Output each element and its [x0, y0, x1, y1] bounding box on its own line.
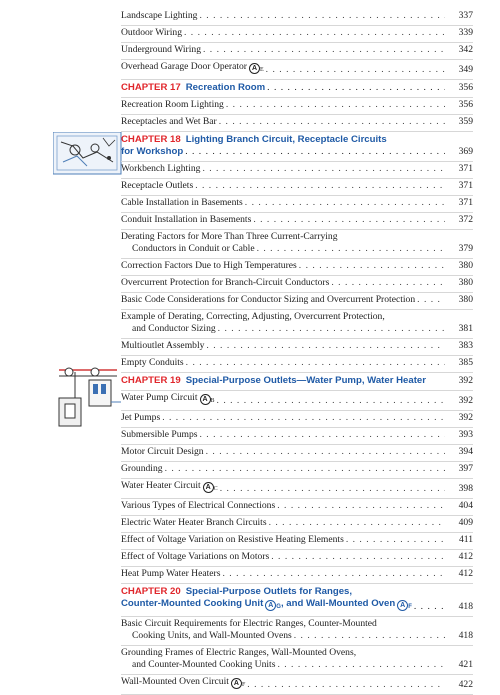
toc-entry-text: Jet Pumps: [121, 412, 161, 423]
toc-entry-text-group: [121, 480, 218, 495]
dot-leader: [203, 44, 445, 56]
circled-icon-group: [198, 392, 215, 403]
icon-subscript: B: [210, 398, 215, 404]
chapter-heading[interactable]: [121, 584, 473, 617]
page-number: 371: [458, 180, 473, 191]
page-number: 385: [458, 357, 473, 368]
toc-entry-text-continued: and Counter-Mounted Cooking Units: [132, 659, 276, 670]
toc-entry[interactable]: [121, 293, 473, 310]
toc-entry-text: Outdoor Wiring: [121, 27, 182, 38]
circled-icon-group: [247, 61, 264, 72]
toc-entry[interactable]: [121, 445, 473, 462]
toc-entry[interactable]: [121, 462, 473, 479]
toc-entry[interactable]: [121, 9, 473, 26]
toc-entry-text-group: [121, 10, 197, 22]
toc-entry-text-group: [121, 163, 200, 175]
chapter-title: Special-Purpose Outlets—Water Pump, Water Heater: [185, 375, 426, 386]
chapter-number: CHAPTER 18: [121, 134, 181, 145]
chapter-heading[interactable]: [121, 132, 473, 162]
toc-entry[interactable]: [121, 60, 473, 80]
toc-entry-text-group: [121, 446, 204, 458]
chapter-number: CHAPTER 19: [121, 375, 181, 386]
chapter-heading-line: [121, 586, 473, 598]
toc-entry-text: Water Heater Circuit: [121, 480, 201, 491]
circled-a-icon: A: [249, 63, 260, 74]
toc-entry[interactable]: [121, 98, 473, 115]
icon-subscript: C: [213, 486, 218, 492]
toc-entry-text-group: [121, 294, 415, 306]
toc-entry-line: [121, 243, 473, 255]
page-number: 422: [458, 679, 473, 690]
chapter-title-continued: [121, 146, 183, 158]
dot-leader: [186, 357, 445, 369]
toc-entry-text-continued: Conductors in Conduit or Cable: [132, 243, 255, 254]
toc-entry-text: Various Types of Electrical Connections: [121, 500, 276, 511]
toc-entry-text-group: [121, 180, 193, 192]
chapter-heading-line: [121, 134, 473, 146]
toc-entry[interactable]: [121, 516, 473, 533]
dot-leader: [417, 294, 445, 306]
chapter-title: Recreation Room: [185, 82, 266, 93]
toc-entry-text: Receptacle Outlets: [121, 180, 194, 191]
toc-entry[interactable]: [121, 196, 473, 213]
dot-leader: [219, 116, 445, 128]
page-number: 349: [458, 64, 473, 75]
circled-a-icon: A: [265, 600, 276, 611]
chapter-heading[interactable]: [121, 80, 473, 98]
circled-icon-group: [263, 598, 281, 609]
toc-entry-text: Correction Factors Due to High Temperatures: [121, 260, 297, 271]
dot-leader: [257, 243, 445, 255]
toc-entry[interactable]: [121, 115, 473, 132]
dot-leader: [277, 659, 445, 671]
toc-entry-text: Motor Circuit Design: [121, 446, 204, 457]
toc-entry-text: Effect of Voltage Variation on Resistive Heating Elements: [121, 534, 344, 545]
page-number: 359: [458, 116, 473, 127]
dot-leader: [266, 64, 445, 76]
toc-entry-text-group: [121, 412, 160, 424]
toc-entry-line: [121, 659, 473, 671]
toc-entry-text-group: [121, 517, 267, 529]
chapter-heading-line: [121, 598, 473, 613]
toc-entry[interactable]: [121, 646, 473, 675]
chapter-heading-line: [121, 146, 473, 158]
chapter-heading[interactable]: [121, 373, 473, 391]
toc-entry[interactable]: [121, 43, 473, 60]
circled-icon-group: [201, 480, 218, 491]
dot-leader: [277, 500, 445, 512]
page-number: 381: [458, 323, 473, 334]
toc-entry-text: Electric Water Heater Branch Circuits: [121, 517, 267, 528]
dot-leader: [165, 463, 445, 475]
workshop-wiring-illustration-icon: [53, 132, 123, 176]
toc-entry-text: Basic Circuit Requirements for Electric Ranges, Counter-Mounted: [121, 618, 377, 629]
toc-entry-text: Derating Factors for More Than Three Current-Carrying: [121, 231, 338, 242]
icon-subscript: F: [408, 604, 412, 610]
dot-leader: [226, 99, 445, 111]
chapter-number: CHAPTER 20: [121, 586, 181, 597]
toc-entry-text: Example of Derating, Correcting, Adjusting, Overcurrent Protection,: [121, 311, 385, 322]
toc-entry-line: [121, 630, 473, 642]
page-number: 339: [458, 27, 473, 38]
circled-a-icon: A: [397, 600, 408, 611]
toc-entry[interactable]: [121, 533, 473, 550]
dot-leader: [184, 27, 445, 39]
dot-leader: [220, 483, 445, 495]
chapter-title-continued: [121, 598, 412, 613]
page-number: 369: [458, 146, 473, 157]
page-number: 418: [458, 630, 473, 641]
toc-entry-text: Landscape Lighting: [121, 10, 198, 21]
dot-leader: [217, 395, 445, 407]
toc-entry-text-group: [121, 260, 297, 272]
page-number: 412: [458, 568, 473, 579]
page-number: 383: [458, 340, 473, 351]
page-number: 392: [458, 412, 473, 423]
dot-leader: [294, 630, 445, 642]
page-number: 392: [458, 375, 473, 386]
toc-entry[interactable]: [121, 391, 473, 411]
chapter-title-part: for Workshop: [121, 146, 184, 157]
toc-entry-text-group: [121, 429, 198, 441]
toc-entry-text-group: [121, 463, 163, 475]
circled-a-icon: A: [231, 678, 242, 689]
page-number: 356: [458, 99, 473, 110]
dot-leader: [346, 534, 445, 546]
page-number: 372: [458, 214, 473, 225]
toc-entry-text: Effect of Voltage Variations on Motors: [121, 551, 270, 562]
chapter-title: Lighting Branch Circuit, Receptacle Circuits: [185, 134, 387, 145]
toc-entry-text-group: [121, 116, 217, 128]
toc-entry[interactable]: [121, 411, 473, 428]
dot-leader: [245, 197, 445, 209]
toc-entry-text: Overcurrent Protection for Branch-Circuit Conductors: [121, 277, 330, 288]
circled-icon-group: [395, 598, 412, 609]
toc-entry[interactable]: [121, 26, 473, 43]
page-number: 418: [458, 601, 473, 612]
page-number: 421: [458, 659, 473, 670]
toc-entry[interactable]: [121, 567, 473, 584]
toc-entry[interactable]: [121, 428, 473, 445]
dot-leader: [271, 551, 445, 563]
chapter-heading-text: [121, 82, 265, 94]
toc-entry-text: Recreation Room Lighting: [121, 99, 224, 110]
toc-entry[interactable]: [121, 550, 473, 567]
toc-entry[interactable]: [121, 675, 473, 695]
dot-leader: [206, 446, 445, 458]
page-number: 371: [458, 197, 473, 208]
page-number: 380: [458, 277, 473, 288]
toc-entry-text: Underground Wiring: [121, 44, 201, 55]
dot-leader: [247, 679, 445, 691]
page-number: 411: [458, 534, 473, 545]
toc-entry-text: Heat Pump Water Heaters: [121, 568, 221, 579]
circled-icon-group: [229, 676, 245, 687]
toc-entry-line: [121, 323, 473, 335]
toc-entry[interactable]: [121, 479, 473, 499]
toc-entry[interactable]: [121, 179, 473, 196]
table-of-contents: [121, 9, 473, 695]
dot-leader: [269, 517, 445, 529]
toc-entry[interactable]: [121, 276, 473, 293]
toc-entry-text-group: [121, 392, 215, 407]
toc-entry-text: Workbench Lighting: [121, 163, 201, 174]
page-number: 397: [458, 463, 473, 474]
chapter-number: CHAPTER 17: [121, 82, 181, 93]
toc-entry[interactable]: [121, 162, 473, 179]
toc-entry[interactable]: [121, 499, 473, 516]
toc-entry-text: Conduit Installation in Basements: [121, 214, 252, 225]
toc-entry-text-group: [121, 676, 245, 691]
toc-entry-text: Cable Installation in Basements: [121, 197, 243, 208]
toc-entry-text: Grounding Frames of Electric Ranges, Wall-Mounted Ovens,: [121, 647, 357, 658]
page-number: 371: [458, 163, 473, 174]
page-number: 404: [458, 500, 473, 511]
page-number: 393: [458, 429, 473, 440]
toc-entry-text: Empty Conduits: [121, 357, 184, 368]
toc-entry-text-group: [121, 568, 220, 580]
toc-entry-text-group: [121, 197, 243, 209]
toc-entry-text: Overhead Garage Door Operator: [121, 61, 247, 72]
page-number: 380: [458, 260, 473, 271]
dot-leader: [202, 163, 445, 175]
circled-a-icon: A: [200, 394, 211, 405]
water-pump-wiring-illustration-icon: [55, 358, 121, 428]
toc-entry-text-group: [121, 61, 264, 76]
chapter-title-part: , and Wall-Mounted Oven: [280, 598, 396, 609]
page-number: 398: [458, 483, 473, 494]
dot-leader: [199, 10, 445, 22]
dot-leader: [200, 429, 446, 441]
toc-entry-text: Water Pump Circuit: [121, 392, 198, 403]
dot-leader: [218, 323, 445, 335]
dot-leader: [185, 146, 445, 158]
page-number: 394: [458, 446, 473, 457]
toc-entry-text-group: [121, 340, 204, 352]
dot-leader: [195, 180, 445, 192]
toc-entry-text-continued: and Conductor Sizing: [132, 323, 216, 334]
dot-leader: [331, 277, 445, 289]
toc-entry-text: Grounding: [121, 463, 163, 474]
toc-entry-text: Receptacles and Wet Bar: [121, 116, 217, 127]
page-number: 380: [458, 294, 473, 305]
toc-entry-text-group: [121, 214, 251, 226]
toc-entry-text: Basic Code Considerations for Conductor Sizing and Overcurrent Protection: [121, 294, 416, 305]
dot-leader: [299, 260, 445, 272]
chapter-heading-text: [121, 375, 426, 387]
toc-entry-text: Multioutlet Assembly: [121, 340, 205, 351]
toc-entry[interactable]: [121, 213, 473, 230]
toc-entry[interactable]: [121, 356, 473, 373]
toc-entry-text-continued: Cooking Units, and Wall-Mounted Ovens: [132, 630, 292, 641]
dot-leader: [267, 82, 445, 94]
chapter-title: Special-Purpose Outlets for Ranges,: [185, 586, 353, 597]
toc-entry[interactable]: [121, 617, 473, 646]
page-number: 337: [458, 10, 473, 21]
page-number: 342: [458, 44, 473, 55]
toc-entry-text-group: [121, 551, 269, 563]
toc-entry-text-group: [121, 99, 224, 111]
toc-entry[interactable]: [121, 230, 473, 259]
toc-entry[interactable]: [121, 259, 473, 276]
toc-entry-text-group: [121, 277, 329, 289]
dot-leader: [414, 601, 445, 613]
page-number: 409: [458, 517, 473, 528]
toc-entry-text: Wall-Mounted Oven Circuit: [121, 676, 229, 687]
page-number: 412: [458, 551, 473, 562]
icon-subscript: F: [241, 682, 246, 688]
page-number: 356: [458, 82, 473, 93]
dot-leader: [253, 214, 445, 226]
dot-leader: [206, 340, 445, 352]
toc-entry-text-group: [121, 357, 184, 369]
toc-entry-text-group: [121, 27, 182, 39]
icon-subscript: G: [276, 604, 281, 610]
page-number: 379: [458, 243, 473, 254]
toc-entry-text-group: [121, 500, 275, 512]
dot-leader: [222, 568, 445, 580]
circled-a-icon: A: [203, 482, 214, 493]
page-number: 392: [458, 395, 473, 406]
toc-entry[interactable]: [121, 310, 473, 339]
dot-leader: [162, 412, 445, 424]
toc-entry-text-group: [121, 44, 201, 56]
toc-entry-text: Submersible Pumps: [121, 429, 198, 440]
icon-subscript: E: [260, 67, 264, 73]
toc-entry[interactable]: [121, 339, 473, 356]
chapter-title-part: Counter-Mounted Cooking Unit: [121, 598, 264, 609]
toc-entry-text-group: [121, 534, 344, 546]
